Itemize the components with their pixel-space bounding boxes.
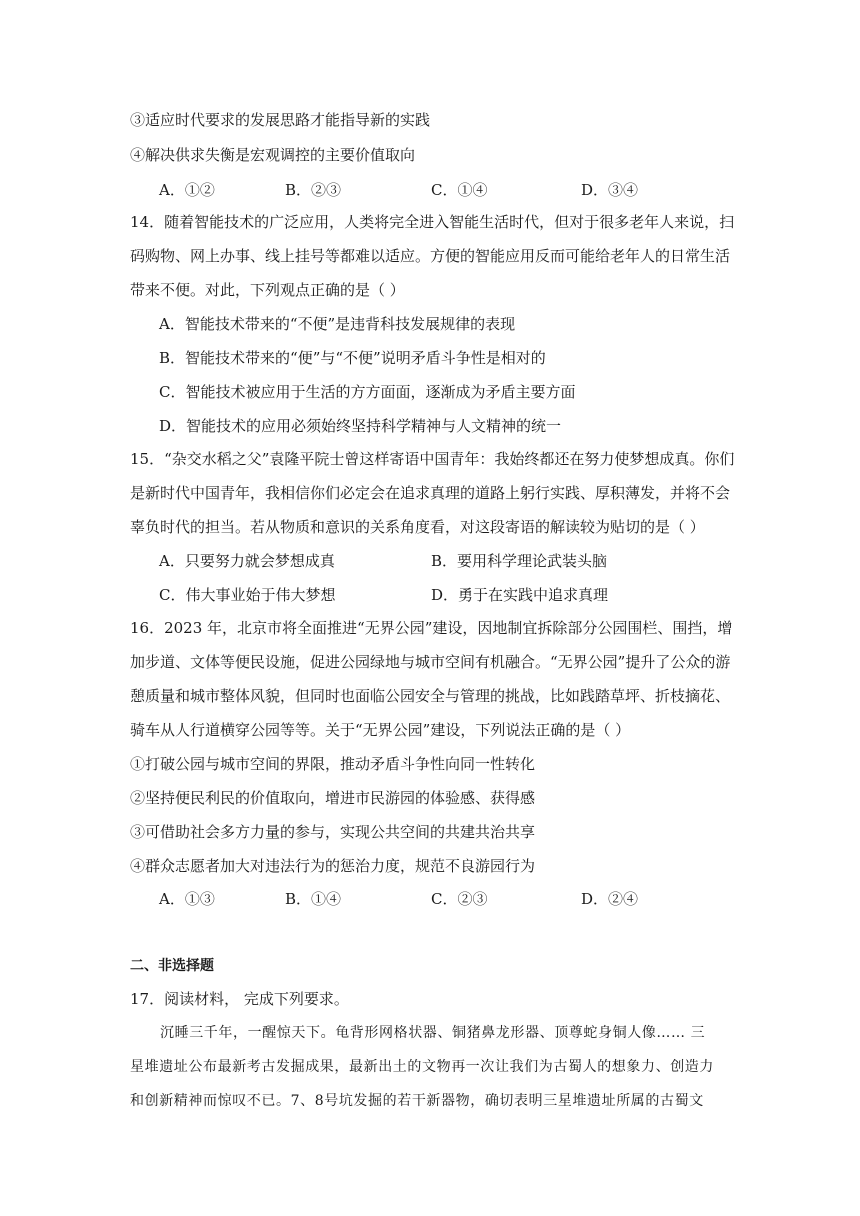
q16-item-2: ②坚持便民利民的价值取向，增进市民游园的体验感、获得感 (130, 789, 536, 807)
q16-option-b: B．①④ (285, 890, 342, 908)
q14-stem-line-2: 码购物、网上办事、线上挂号等都难以适应。方便的智能应用反而可能给老年人的日常生活 (130, 247, 731, 265)
section-title: 二、非选择题 (130, 958, 214, 974)
q13-option-b: B．②③ (285, 181, 342, 199)
q17-material-line-3: 和创新精神而惊叹不已。7、8号坑发掘的若干新器物，确切表明三星堆遗址所属的古蜀文 (130, 1093, 704, 1109)
q16-stem-line-1: 16．2023 年，北京市将全面推进“无界公园”建设，因地制宜拆除部分公园围栏、围挡，增 (130, 619, 733, 637)
q14-option-b: B．智能技术带来的“便”与“不便”说明矛盾斗争性是相对的 (159, 349, 546, 367)
q17-stem: 17．阅读材料， 完成下列要求。 (130, 990, 349, 1008)
q14-stem-line-1: 14．随着智能技术的广泛应用，人类将完全进入智能生活时代，但对于很多老年人来说，扫 (130, 213, 735, 231)
q16-stem-line-3: 憩质量和城市整体风貌，但同时也面临公园安全与管理的挑战，比如践踏草坪、折枝摘花、 (130, 687, 731, 705)
q13-option-d: D．③④ (581, 181, 639, 199)
q16-option-a: A．①③ (159, 890, 215, 908)
q15-option-d: D．勇于在实践中追求真理 (431, 586, 609, 604)
q16-stem-line-4: 骑车从人行道横穿公园等等。关于“无界公园”建设，下列说法正确的是（ ） (130, 721, 631, 739)
q17-material-line-1: 沉睡三千年，一醒惊天下。龟背形网格状器、铜猪鼻龙形器、顶尊蛇身铜人像…… 三 (160, 1025, 706, 1041)
q17-material-line-2: 星堆遗址公布最新考古发掘成果，最新出土的文物再一次让我们为古蜀人的想象力、创造力 (130, 1059, 714, 1075)
q15-option-a: A．只要努力就会梦想成真 (159, 552, 335, 570)
q15-option-c: C．伟大事业始于伟大梦想 (159, 586, 336, 604)
q16-option-c: C．②③ (431, 890, 488, 908)
q15-stem-line-1: 15．“杂交水稻之父”袁隆平院士曾这样寄语中国青年：我始终都还在努力使梦想成真。你们 (130, 450, 735, 468)
q15-stem-line-3: 辜负时代的担当。若从物质和意识的关系角度看，对这段寄语的解读较为贴切的是（ ） (130, 518, 705, 536)
q13-option-a: A．①② (159, 181, 215, 199)
q13-item-4: ④解决供求失衡是宏观调控的主要价值取向 (130, 146, 416, 164)
q13-item-3: ③适应时代要求的发展思路才能指导新的实践 (130, 111, 431, 129)
q15-option-b: B．要用科学理论武装头脑 (431, 552, 608, 570)
q15-stem-line-2: 是新时代中国青年，我相信你们必定会在追求真理的道路上躬行实践、厚积薄发，并将不会 (130, 484, 731, 502)
q16-option-d: D．②④ (581, 890, 639, 908)
q13-option-c: C．①④ (431, 181, 488, 199)
q14-option-c: C．智能技术被应用于生活的方方面面，逐渐成为矛盾主要方面 (159, 383, 576, 401)
q16-item-4: ④群众志愿者加大对违法行为的惩治力度，规范不良游园行为 (130, 857, 536, 875)
q16-item-3: ③可借助社会多方力量的参与，实现公共空间的共建共治共享 (130, 823, 536, 841)
q14-option-a: A．智能技术带来的“不便”是违背科技发展规律的表现 (159, 315, 516, 333)
q16-item-1: ①打破公园与城市空间的界限，推动矛盾斗争性向同一性转化 (130, 755, 536, 773)
q16-stem-line-2: 加步道、文体等便民设施，促进公园绿地与城市空间有机融合。“无界公园”提升了公众的游 (130, 653, 731, 671)
q14-option-d: D．智能技术的应用必须始终坚持科学精神与人文精神的统一 (159, 417, 562, 435)
q14-stem-line-3: 带来不便。对此，下列观点正确的是（ ） (130, 281, 405, 299)
